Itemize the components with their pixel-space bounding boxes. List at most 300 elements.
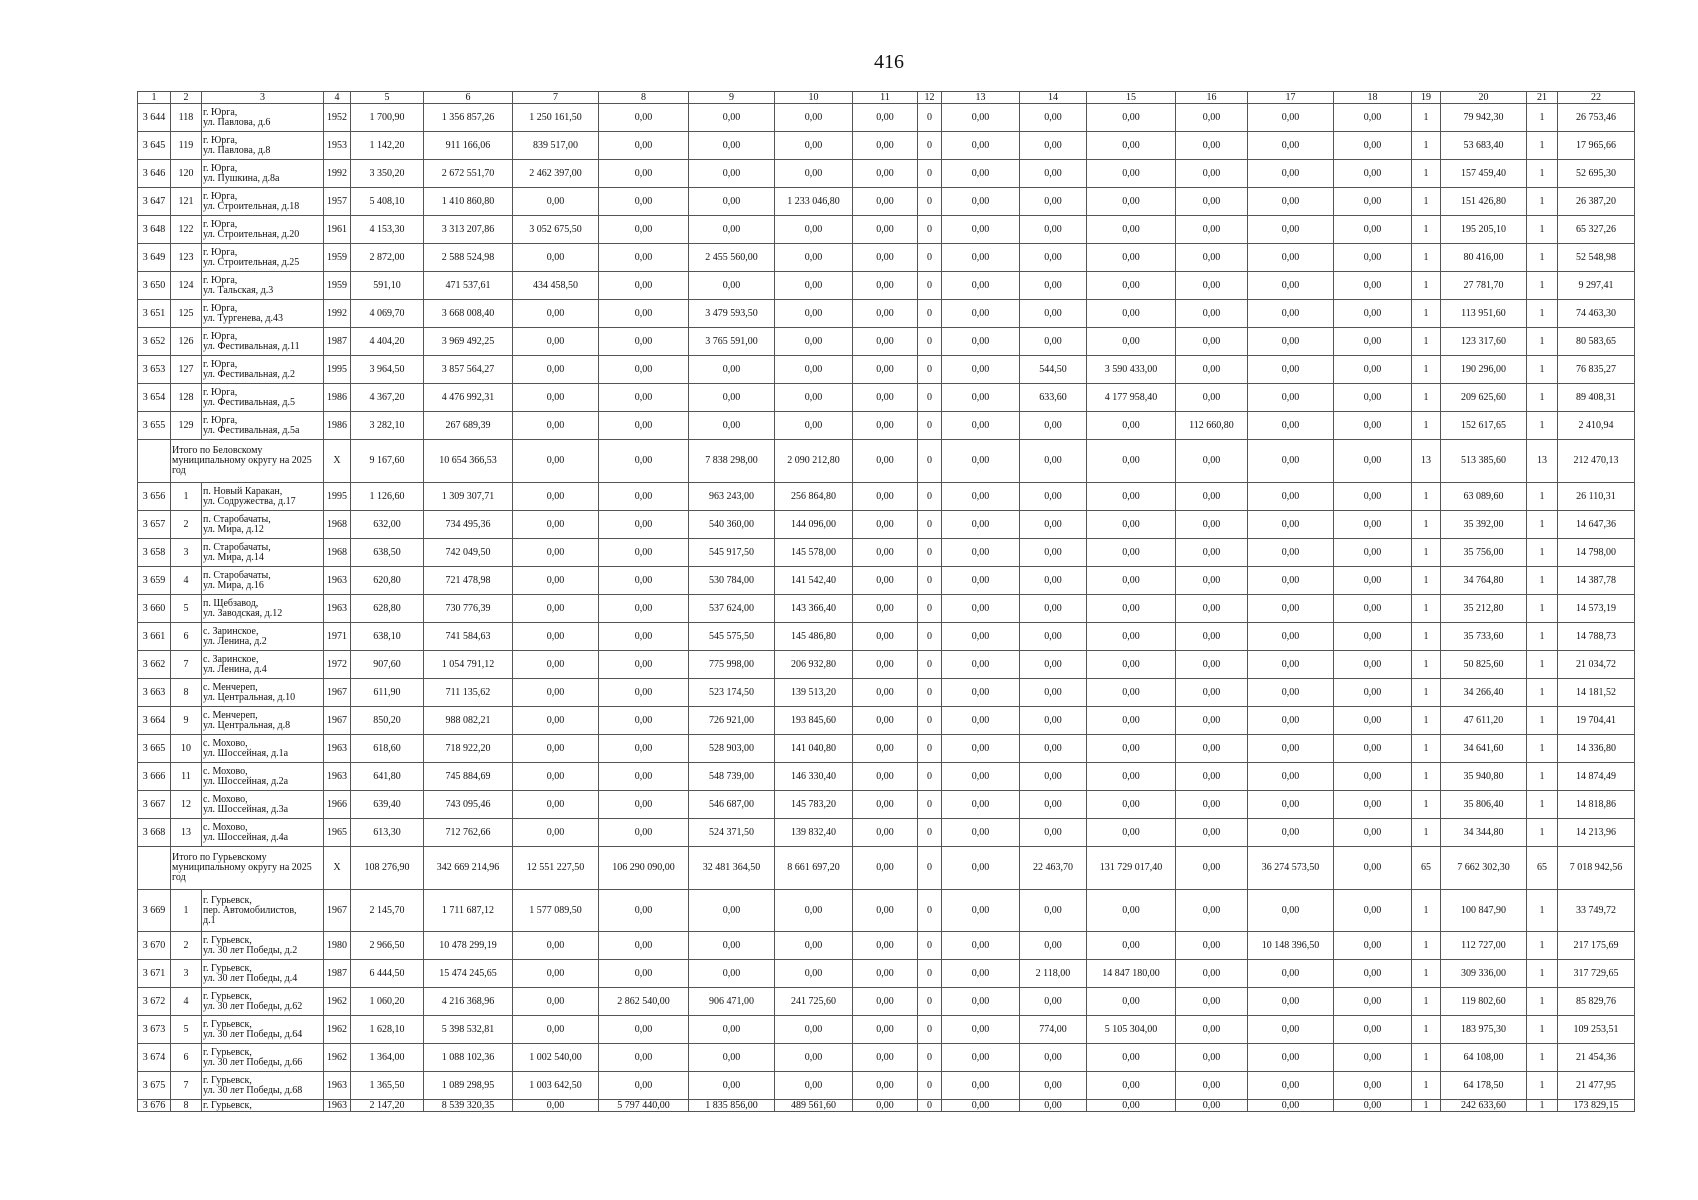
- table-cell: 3 646: [138, 160, 171, 188]
- table-cell: 1963: [324, 735, 351, 763]
- table-cell: 0,00: [1334, 1016, 1412, 1044]
- table-cell: 726 921,00: [689, 707, 775, 735]
- table-cell: 1: [1527, 272, 1558, 300]
- table-cell: 13: [1527, 440, 1558, 483]
- table-cell: 0,00: [942, 1044, 1020, 1072]
- table-cell: 1: [1527, 412, 1558, 440]
- page-number: 416: [874, 51, 904, 73]
- table-cell: 1: [1412, 1044, 1441, 1072]
- table-cell: 1: [1527, 244, 1558, 272]
- table-cell: 0,00: [1087, 412, 1176, 440]
- table-row: [138, 483, 1635, 511]
- table-cell: 0,00: [942, 160, 1020, 188]
- table-cell: 0,00: [942, 707, 1020, 735]
- table-cell: 0,00: [1087, 511, 1176, 539]
- table-cell: 74 463,30: [1558, 300, 1635, 328]
- table-cell: 4 177 958,40: [1087, 384, 1176, 412]
- table-cell: 0,00: [853, 819, 918, 847]
- table-cell: 1962: [324, 1016, 351, 1044]
- table-cell: 0,00: [1334, 216, 1412, 244]
- table-cell: 0,00: [599, 791, 689, 819]
- table-cell: 34 266,40: [1441, 679, 1527, 707]
- table-cell: 0,00: [775, 356, 853, 384]
- table-cell: 1: [1412, 960, 1441, 988]
- table-cell: 0,00: [1248, 483, 1334, 511]
- table-cell: 628,80: [351, 595, 424, 623]
- table-cell: 0,00: [1020, 104, 1087, 132]
- table-cell: 0,00: [1334, 1072, 1412, 1100]
- table-cell: 47 611,20: [1441, 707, 1527, 735]
- table-cell: 0,00: [1334, 890, 1412, 932]
- table-cell: 774,00: [1020, 1016, 1087, 1044]
- table-cell: 0,00: [1334, 791, 1412, 819]
- table-cell: 1: [1527, 988, 1558, 1016]
- column-header: 19: [1412, 92, 1441, 104]
- table-cell: 5 105 304,00: [1087, 1016, 1176, 1044]
- table-cell: 1 700,90: [351, 104, 424, 132]
- table-cell: 0,00: [599, 244, 689, 272]
- table-cell: 0,00: [513, 440, 599, 483]
- table-cell: 0,00: [1248, 1016, 1334, 1044]
- table-cell: 0,00: [942, 960, 1020, 988]
- table-cell: 0,00: [853, 356, 918, 384]
- table-cell: 3 649: [138, 244, 171, 272]
- table-cell: 2 966,50: [351, 932, 424, 960]
- table-cell: 195 205,10: [1441, 216, 1527, 244]
- table-cell: [138, 440, 171, 483]
- table-cell: 0,00: [942, 539, 1020, 567]
- table-cell: 0,00: [1334, 763, 1412, 791]
- table-cell: 0,00: [1334, 440, 1412, 483]
- table-cell: 0,00: [775, 412, 853, 440]
- table-cell: 0,00: [689, 356, 775, 384]
- table-cell: 14 798,00: [1558, 539, 1635, 567]
- table-cell: 0,00: [1334, 160, 1412, 188]
- table-cell: 36 274 573,50: [1248, 847, 1334, 890]
- table-cell: 0,00: [1248, 328, 1334, 356]
- table-cell: 50 825,60: [1441, 651, 1527, 679]
- table-cell: 1987: [324, 328, 351, 356]
- table-cell: 775 998,00: [689, 651, 775, 679]
- table-cell: 10 654 366,53: [424, 440, 513, 483]
- table-cell: 0,00: [599, 132, 689, 160]
- table-cell: 65 327,26: [1558, 216, 1635, 244]
- table-cell: 3 590 433,00: [1087, 356, 1176, 384]
- table-cell: 0,00: [1020, 595, 1087, 623]
- table-cell: 0,00: [1176, 890, 1248, 932]
- table-cell: 0,00: [599, 511, 689, 539]
- table-cell: 2 588 524,98: [424, 244, 513, 272]
- table-cell: 3 655: [138, 412, 171, 440]
- address-cell: г. Гурьевск, ул. 30 лет Победы, д.64: [202, 1016, 324, 1044]
- table-row: [138, 707, 1635, 735]
- table-cell: 6: [171, 1044, 202, 1072]
- table-cell: 0,00: [853, 1100, 918, 1112]
- table-cell: 108 276,90: [351, 847, 424, 890]
- table-cell: 0,00: [1248, 1072, 1334, 1100]
- table-cell: 0,00: [1248, 272, 1334, 300]
- table-cell: 0,00: [1334, 356, 1412, 384]
- table-cell: 0,00: [853, 890, 918, 932]
- table-cell: 0,00: [599, 539, 689, 567]
- subtotal-row: [138, 847, 1635, 890]
- table-row: [138, 328, 1635, 356]
- column-header: 10: [775, 92, 853, 104]
- table-cell: 22 463,70: [1020, 847, 1087, 890]
- table-cell: 26 110,31: [1558, 483, 1635, 511]
- table-row: [138, 188, 1635, 216]
- table-cell: 1: [1527, 1044, 1558, 1072]
- table-cell: 0,00: [942, 791, 1020, 819]
- table-cell: 0,00: [853, 1044, 918, 1072]
- table-cell: 0,00: [853, 300, 918, 328]
- table-cell: 0,00: [853, 679, 918, 707]
- table-cell: 0,00: [853, 539, 918, 567]
- table-cell: 0,00: [775, 932, 853, 960]
- table-cell: 0: [918, 412, 942, 440]
- table-cell: 721 478,98: [424, 567, 513, 595]
- table-cell: 4: [171, 988, 202, 1016]
- table-cell: 0,00: [1248, 707, 1334, 735]
- table-cell: 2: [171, 932, 202, 960]
- table-cell: 0,00: [1248, 384, 1334, 412]
- table-cell: 0,00: [1176, 272, 1248, 300]
- table-cell: 0: [918, 216, 942, 244]
- table-cell: 0,00: [1176, 819, 1248, 847]
- table-cell: 0,00: [1334, 847, 1412, 890]
- table-cell: 3 964,50: [351, 356, 424, 384]
- table-cell: 0: [918, 988, 942, 1016]
- table-cell: 139 832,40: [775, 819, 853, 847]
- address-cell: г. Гурьевск, пер. Автомобилистов, д.1: [202, 890, 324, 932]
- table-cell: 0,00: [1020, 707, 1087, 735]
- table-cell: 0,00: [599, 890, 689, 932]
- table-cell: 0,00: [689, 272, 775, 300]
- table-cell: 0,00: [1087, 272, 1176, 300]
- table-cell: 0,00: [1248, 511, 1334, 539]
- table-cell: 0,00: [775, 244, 853, 272]
- table-cell: 109 253,51: [1558, 1016, 1635, 1044]
- table-cell: 0,00: [942, 623, 1020, 651]
- table-cell: 0,00: [1334, 1100, 1412, 1112]
- table-cell: 14 573,19: [1558, 595, 1635, 623]
- table-cell: 1: [1527, 679, 1558, 707]
- table-cell: 0,00: [513, 328, 599, 356]
- table-cell: 3 674: [138, 1044, 171, 1072]
- table-cell: 0,00: [1334, 244, 1412, 272]
- table-cell: 193 845,60: [775, 707, 853, 735]
- table-cell: 0,00: [1087, 735, 1176, 763]
- table-cell: 1959: [324, 272, 351, 300]
- table-cell: 1: [171, 890, 202, 932]
- table-cell: 1: [1527, 707, 1558, 735]
- table-cell: 0,00: [942, 735, 1020, 763]
- column-header: 13: [942, 92, 1020, 104]
- table-cell: 0: [918, 511, 942, 539]
- table-cell: 0,00: [853, 595, 918, 623]
- table-cell: 0,00: [1176, 244, 1248, 272]
- table-cell: 1953: [324, 132, 351, 160]
- subtotal-label: Итого по Беловскому муниципальному округу на 2025 год: [171, 440, 324, 483]
- table-cell: 14 647,36: [1558, 511, 1635, 539]
- table-cell: 342 669 214,96: [424, 847, 513, 890]
- table-cell: 0,00: [1176, 679, 1248, 707]
- table-cell: 0,00: [942, 104, 1020, 132]
- table-cell: 0,00: [513, 300, 599, 328]
- table-cell: 0,00: [513, 244, 599, 272]
- table-cell: 0,00: [1020, 216, 1087, 244]
- table-cell: 3 653: [138, 356, 171, 384]
- table-cell: 1: [1527, 595, 1558, 623]
- table-cell: 35 392,00: [1441, 511, 1527, 539]
- table-row: [138, 595, 1635, 623]
- table-cell: 0,00: [1020, 539, 1087, 567]
- table-cell: 1: [1412, 819, 1441, 847]
- table-cell: 0,00: [599, 932, 689, 960]
- table-cell: 0: [918, 791, 942, 819]
- table-cell: 209 625,60: [1441, 384, 1527, 412]
- table-cell: 3 657: [138, 511, 171, 539]
- table-row: [138, 932, 1635, 960]
- table-cell: 0: [918, 188, 942, 216]
- table-cell: 1: [1412, 412, 1441, 440]
- table-cell: 0,00: [1334, 539, 1412, 567]
- table-cell: 0,00: [689, 132, 775, 160]
- table-cell: 53 683,40: [1441, 132, 1527, 160]
- table-cell: 0,00: [599, 384, 689, 412]
- table-cell: 146 330,40: [775, 763, 853, 791]
- table-cell: 0,00: [513, 623, 599, 651]
- table-row: [138, 651, 1635, 679]
- table-cell: 0,00: [775, 890, 853, 932]
- table-cell: 1 628,10: [351, 1016, 424, 1044]
- table-cell: 0,00: [1020, 988, 1087, 1016]
- table-cell: 0,00: [942, 847, 1020, 890]
- table-cell: 745 884,69: [424, 763, 513, 791]
- table-cell: 0,00: [853, 1072, 918, 1100]
- table-cell: 106 290 090,00: [599, 847, 689, 890]
- table-cell: 0,00: [1176, 651, 1248, 679]
- table-cell: 0,00: [513, 932, 599, 960]
- table-cell: 14 181,52: [1558, 679, 1635, 707]
- address-cell: г. Юрга, ул. Тальская, д.3: [202, 272, 324, 300]
- table-cell: 2 410,94: [1558, 412, 1635, 440]
- table-cell: 3 664: [138, 707, 171, 735]
- table-cell: 80 583,65: [1558, 328, 1635, 356]
- table-cell: 0,00: [853, 651, 918, 679]
- table-cell: 119: [171, 132, 202, 160]
- table-cell: 0,00: [1176, 104, 1248, 132]
- table-cell: 0,00: [1334, 412, 1412, 440]
- table-cell: 0,00: [1020, 932, 1087, 960]
- table-cell: 112 660,80: [1176, 412, 1248, 440]
- table-cell: 0,00: [1176, 763, 1248, 791]
- table-cell: 0,00: [1176, 132, 1248, 160]
- table-row: [138, 960, 1635, 988]
- table-cell: 528 903,00: [689, 735, 775, 763]
- table-cell: 0,00: [1087, 707, 1176, 735]
- table-cell: 0: [918, 1100, 942, 1112]
- table-cell: 0,00: [1334, 188, 1412, 216]
- table-cell: 743 095,46: [424, 791, 513, 819]
- column-header: 5: [351, 92, 424, 104]
- table-cell: 0,00: [1176, 440, 1248, 483]
- table-cell: 0,00: [599, 1072, 689, 1100]
- table-cell: 0,00: [1020, 763, 1087, 791]
- address-cell: с. Менчереп, ул. Центральная, д.8: [202, 707, 324, 735]
- address-cell: г. Юрга, ул. Фестивальная, д.2: [202, 356, 324, 384]
- table-cell: 0,00: [1087, 1100, 1176, 1112]
- table-cell: 0,00: [1087, 1044, 1176, 1072]
- table-row: [138, 300, 1635, 328]
- table-cell: 1 054 791,12: [424, 651, 513, 679]
- table-cell: 0,00: [1334, 679, 1412, 707]
- table-cell: 3: [171, 539, 202, 567]
- table-cell: 0,00: [942, 440, 1020, 483]
- table-cell: 0,00: [1087, 651, 1176, 679]
- table-row: [138, 244, 1635, 272]
- table-cell: 0,00: [1334, 595, 1412, 623]
- table-cell: 0,00: [1176, 328, 1248, 356]
- table-cell: 3 663: [138, 679, 171, 707]
- table-cell: 0,00: [1334, 960, 1412, 988]
- table-cell: 1: [1412, 679, 1441, 707]
- table-cell: 7 018 942,56: [1558, 847, 1635, 890]
- table-cell: 850,20: [351, 707, 424, 735]
- table-cell: 0,00: [599, 356, 689, 384]
- table-cell: 1: [1412, 104, 1441, 132]
- table-cell: 7: [171, 651, 202, 679]
- table-cell: 3 644: [138, 104, 171, 132]
- table-cell: 0: [918, 623, 942, 651]
- table-cell: 734 495,36: [424, 511, 513, 539]
- table-cell: 34 641,60: [1441, 735, 1527, 763]
- table-cell: 0,00: [1248, 988, 1334, 1016]
- table-cell: 0,00: [1020, 511, 1087, 539]
- table-cell: 0,00: [942, 890, 1020, 932]
- table-cell: 144 096,00: [775, 511, 853, 539]
- column-header: 3: [202, 92, 324, 104]
- table-cell: 126: [171, 328, 202, 356]
- table-cell: 79 942,30: [1441, 104, 1527, 132]
- table-cell: 1: [1412, 623, 1441, 651]
- table-cell: 0,00: [1020, 188, 1087, 216]
- table-cell: 3 650: [138, 272, 171, 300]
- table-cell: 1986: [324, 412, 351, 440]
- table-cell: 12 551 227,50: [513, 847, 599, 890]
- table-cell: 0,00: [1087, 890, 1176, 932]
- table-cell: 1: [1412, 988, 1441, 1016]
- table-cell: 530 784,00: [689, 567, 775, 595]
- address-cell: с. Заринское, ул. Ленина, д.2: [202, 623, 324, 651]
- subtotal-label: Итого по Гурьевскому муниципальному округу на 2025 год: [171, 847, 324, 890]
- table-cell: 638,10: [351, 623, 424, 651]
- table-cell: 1: [1527, 216, 1558, 244]
- table-cell: 591,10: [351, 272, 424, 300]
- table-cell: 0,00: [942, 272, 1020, 300]
- table-cell: 0: [918, 890, 942, 932]
- table-cell: 0,00: [942, 988, 1020, 1016]
- table-cell: 0,00: [1020, 132, 1087, 160]
- table-cell: 151 426,80: [1441, 188, 1527, 216]
- table-cell: 0: [918, 272, 942, 300]
- table-cell: 0: [918, 819, 942, 847]
- table-cell: 0,00: [599, 328, 689, 356]
- table-cell: 6 444,50: [351, 960, 424, 988]
- table-cell: 0,00: [1020, 328, 1087, 356]
- table-cell: 0,00: [853, 104, 918, 132]
- table-cell: 0,00: [1176, 932, 1248, 960]
- table-cell: 1963: [324, 595, 351, 623]
- table-cell: 1 364,00: [351, 1044, 424, 1072]
- table-cell: 10: [171, 735, 202, 763]
- table-cell: 3 676: [138, 1100, 171, 1112]
- table-cell: 173 829,15: [1558, 1100, 1635, 1112]
- table-cell: 1 060,20: [351, 988, 424, 1016]
- table-cell: 1: [1412, 1072, 1441, 1100]
- table-cell: 0,00: [942, 244, 1020, 272]
- table-cell: 0: [918, 300, 942, 328]
- table-cell: 65: [1412, 847, 1441, 890]
- table-cell: 123 317,60: [1441, 328, 1527, 356]
- address-cell: п. Старобачаты, ул. Мира, д.12: [202, 511, 324, 539]
- table-cell: 544,50: [1020, 356, 1087, 384]
- table-cell: 0,00: [513, 384, 599, 412]
- table-cell: 0,00: [1087, 132, 1176, 160]
- address-cell: г. Юрга, ул. Фестивальная, д.5а: [202, 412, 324, 440]
- table-cell: 1980: [324, 932, 351, 960]
- table-cell: 0,00: [1248, 567, 1334, 595]
- table-cell: 309 336,00: [1441, 960, 1527, 988]
- table-cell: 0,00: [1087, 791, 1176, 819]
- table-cell: 0,00: [1020, 735, 1087, 763]
- table-cell: 1 309 307,71: [424, 483, 513, 511]
- table-cell: 1: [1412, 160, 1441, 188]
- table-cell: 26 387,20: [1558, 188, 1635, 216]
- table-cell: 3: [171, 960, 202, 988]
- table-cell: 52 695,30: [1558, 160, 1635, 188]
- table-cell: 0,00: [775, 1072, 853, 1100]
- table-cell: 3 668: [138, 819, 171, 847]
- table-cell: 0,00: [1334, 651, 1412, 679]
- table-cell: 0,00: [689, 160, 775, 188]
- table-cell: 89 408,31: [1558, 384, 1635, 412]
- table-cell: 0,00: [942, 567, 1020, 595]
- address-cell: с. Заринское, ул. Ленина, д.4: [202, 651, 324, 679]
- table-cell: 0,00: [1020, 244, 1087, 272]
- table-cell: 1: [1527, 188, 1558, 216]
- table-cell: 5: [171, 1016, 202, 1044]
- table-cell: 1: [1412, 1016, 1441, 1044]
- table-cell: 0: [918, 679, 942, 707]
- table-row: [138, 763, 1635, 791]
- table-cell: 0,00: [1020, 1100, 1087, 1112]
- table-cell: 0: [918, 1044, 942, 1072]
- table-cell: 0: [918, 244, 942, 272]
- table-cell: 537 624,00: [689, 595, 775, 623]
- table-cell: 0,00: [513, 356, 599, 384]
- table-cell: 3 645: [138, 132, 171, 160]
- table-cell: 0,00: [1020, 440, 1087, 483]
- table-cell: 0: [918, 651, 942, 679]
- table-cell: 1: [1527, 104, 1558, 132]
- column-header: 21: [1527, 92, 1558, 104]
- table-cell: 0,00: [1334, 1044, 1412, 1072]
- address-cell: г. Юрга, ул. Павлова, д.8: [202, 132, 324, 160]
- table-cell: 1: [1527, 300, 1558, 328]
- table-cell: 0,00: [1020, 160, 1087, 188]
- address-cell: г. Юрга, ул. Тургенева, д.43: [202, 300, 324, 328]
